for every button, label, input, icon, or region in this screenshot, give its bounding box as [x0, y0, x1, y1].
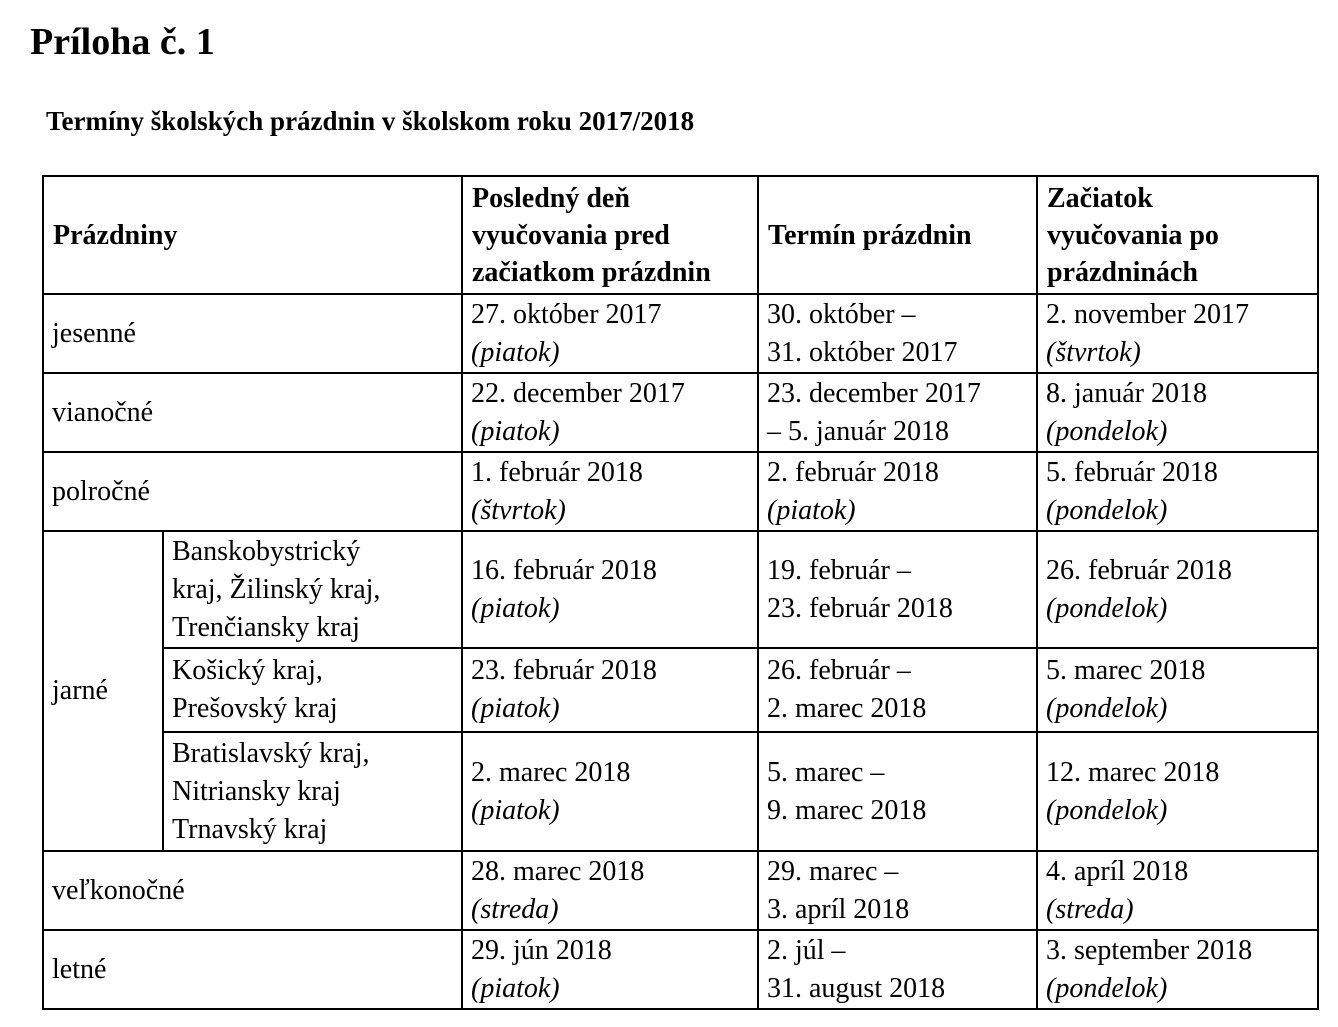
- last-day-cell: [462, 531, 758, 648]
- region-line: Košický kraj,: [172, 655, 323, 686]
- last-day-cell: [462, 294, 758, 373]
- start-cell: [1037, 851, 1318, 930]
- term-weekday: (piatok): [767, 494, 856, 526]
- holiday-name: letné: [43, 930, 462, 1009]
- holiday-name: polročné: [43, 452, 462, 531]
- holiday-name: jarné: [43, 531, 163, 851]
- term-line: 23. február 2018: [767, 592, 953, 624]
- term-cell: [758, 373, 1037, 452]
- term-cell: [758, 851, 1037, 930]
- last-day-date: 16. február 2018: [471, 554, 657, 586]
- table-row: [43, 851, 1318, 930]
- last-day-cell: [462, 851, 758, 930]
- term-cell: [758, 930, 1037, 1009]
- holiday-schedule-table: [42, 175, 1319, 1010]
- last-day-weekday: (piatok): [471, 693, 560, 724]
- last-day-weekday: (piatok): [471, 415, 560, 447]
- last-day-weekday: (štvrtok): [471, 494, 566, 526]
- start-cell: [1037, 531, 1318, 648]
- header-start: [1037, 176, 1318, 294]
- region-line: Trnavský kraj: [172, 813, 328, 845]
- region-line: Bratislavský kraj,: [172, 737, 370, 769]
- last-day-weekday: (piatok): [471, 336, 560, 368]
- term-line: 2. júl –: [767, 934, 846, 966]
- last-day-cell: [462, 373, 758, 452]
- region-line: Prešovský kraj: [172, 693, 338, 724]
- term-cell: [758, 648, 1037, 732]
- last-day-weekday: (piatok): [471, 794, 560, 826]
- region-cell: [163, 732, 462, 851]
- start-date: 8. január 2018: [1046, 377, 1207, 409]
- table-row: [43, 531, 1318, 648]
- header-holidays: Prázdniny: [43, 176, 462, 294]
- start-weekday: (štvrtok): [1046, 336, 1141, 368]
- table-row: [43, 648, 1318, 732]
- region-line: Trenčiansky kraj: [172, 611, 360, 643]
- document-heading: Príloha č. 1: [30, 21, 215, 63]
- start-cell: [1037, 452, 1318, 531]
- region-line: Banskobystrický: [172, 535, 361, 567]
- table-row: [43, 452, 1318, 531]
- start-cell: [1037, 648, 1318, 732]
- start-date: 5. marec 2018: [1046, 655, 1206, 686]
- last-day-cell: [462, 452, 758, 531]
- last-day-date: 22. december 2017: [471, 377, 685, 409]
- last-day-weekday: (piatok): [471, 592, 560, 624]
- table-row: [43, 373, 1318, 452]
- holiday-name: vianočné: [43, 373, 462, 452]
- table-row: [43, 732, 1318, 851]
- term-line: 31. august 2018: [767, 972, 946, 1004]
- start-weekday: (pondelok): [1046, 693, 1168, 724]
- header-start-line: prázdninách: [1047, 256, 1198, 288]
- start-weekday: (pondelok): [1046, 494, 1168, 526]
- last-day-date: 2. marec 2018: [471, 756, 631, 788]
- region-line: Nitriansky kraj: [172, 775, 341, 807]
- region-line: kraj, Žilinský kraj,: [172, 573, 381, 605]
- table-caption: Termíny školských prázdnin v školskom roku 2017/2018: [46, 106, 695, 136]
- term-line: 2. február 2018: [767, 456, 939, 488]
- term-line: 3. apríl 2018: [767, 893, 910, 925]
- start-weekday: (pondelok): [1046, 592, 1168, 624]
- header-last-day-line: začiatkom prázdnin: [472, 256, 711, 288]
- term-cell: [758, 452, 1037, 531]
- term-line: 29. marec –: [767, 855, 899, 887]
- start-date: 3. september 2018: [1046, 934, 1253, 966]
- start-date: 26. február 2018: [1046, 554, 1232, 586]
- header-last-day: [462, 176, 758, 294]
- term-line: 2. marec 2018: [767, 693, 927, 724]
- header-last-day-line: Posledný deň: [472, 182, 630, 214]
- term-line: 31. október 2017: [767, 336, 958, 368]
- term-line: – 5. január 2018: [767, 415, 949, 447]
- start-date: 4. apríl 2018: [1046, 855, 1189, 887]
- last-day-date: 28. marec 2018: [471, 855, 645, 887]
- last-day-cell: [462, 648, 758, 732]
- term-line: 30. október –: [767, 298, 916, 330]
- last-day-date: 23. február 2018: [471, 655, 657, 686]
- header-start-line: Začiatok: [1047, 182, 1153, 214]
- header-last-day-line: vyučovania pred: [472, 219, 670, 251]
- table-row: [43, 294, 1318, 373]
- start-date: 12. marec 2018: [1046, 756, 1220, 788]
- start-date: 2. november 2017: [1046, 298, 1249, 330]
- last-day-weekday: (piatok): [471, 972, 560, 1004]
- term-line: 9. marec 2018: [767, 794, 927, 826]
- holiday-name: jesenné: [43, 294, 462, 373]
- table-header-row: [43, 176, 1318, 294]
- start-date: 5. február 2018: [1046, 456, 1218, 488]
- last-day-date: 1. február 2018: [471, 456, 643, 488]
- last-day-weekday: (streda): [471, 893, 559, 925]
- region-cell: [163, 648, 462, 732]
- start-weekday: (pondelok): [1046, 794, 1168, 826]
- term-line: 23. december 2017: [767, 377, 981, 409]
- last-day-cell: [462, 732, 758, 851]
- header-term: Termín prázdnin: [758, 176, 1037, 294]
- start-cell: [1037, 732, 1318, 851]
- term-cell: [758, 732, 1037, 851]
- table-row: [43, 930, 1318, 1009]
- term-cell: [758, 531, 1037, 648]
- holiday-name: veľkonočné: [43, 851, 462, 930]
- start-cell: [1037, 930, 1318, 1009]
- last-day-date: 29. jún 2018: [471, 934, 612, 966]
- last-day-cell: [462, 930, 758, 1009]
- start-cell: [1037, 294, 1318, 373]
- region-cell: [163, 531, 462, 648]
- term-line: 26. február –: [767, 655, 911, 686]
- start-weekday: (pondelok): [1046, 415, 1168, 447]
- start-weekday: (pondelok): [1046, 972, 1168, 1004]
- start-weekday: (streda): [1046, 893, 1134, 925]
- term-line: 5. marec –: [767, 756, 885, 788]
- term-line: 19. február –: [767, 554, 911, 586]
- header-start-line: vyučovania po: [1047, 219, 1219, 251]
- term-cell: [758, 294, 1037, 373]
- last-day-date: 27. október 2017: [471, 298, 662, 330]
- start-cell: [1037, 373, 1318, 452]
